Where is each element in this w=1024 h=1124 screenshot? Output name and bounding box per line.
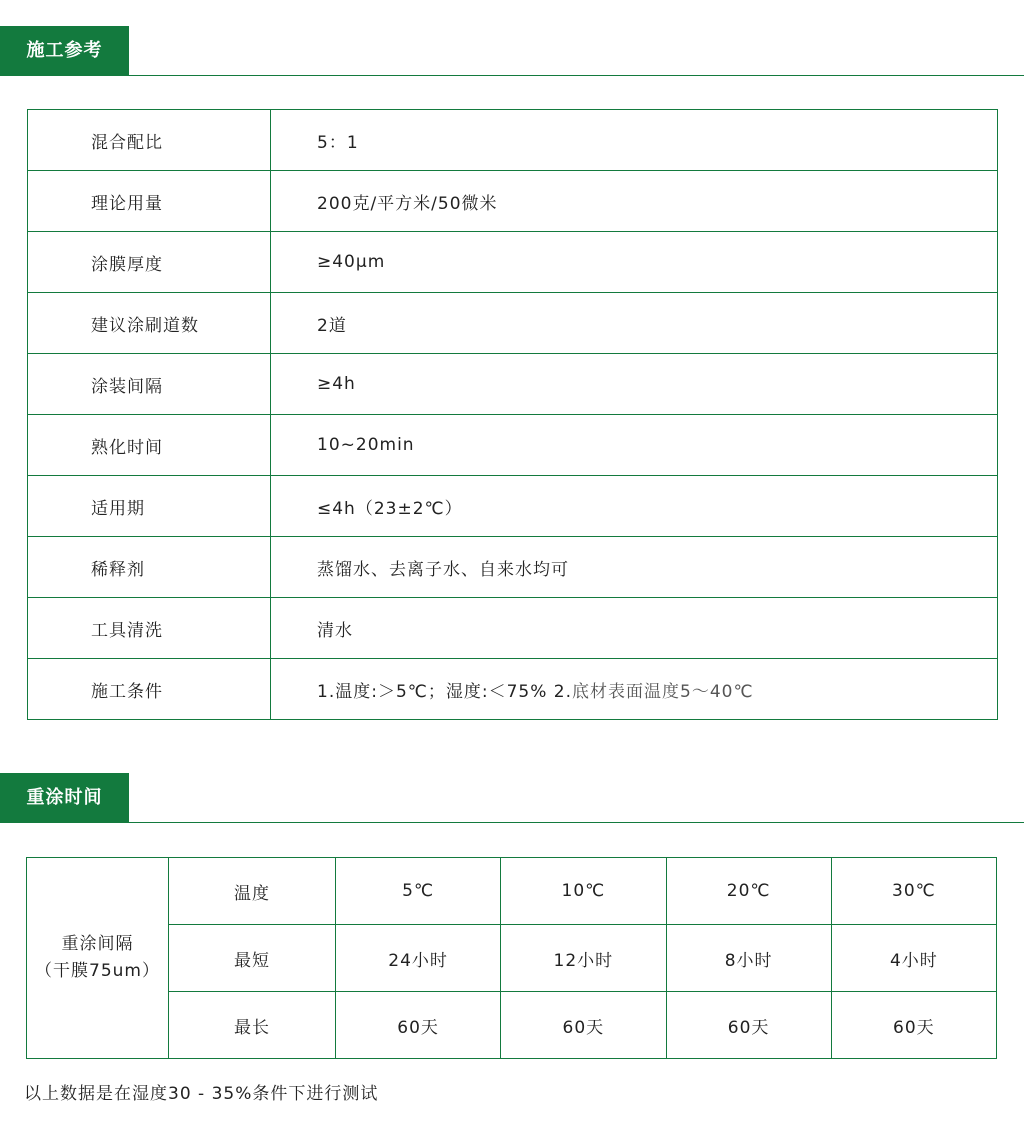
temperature-cell: 5℃ [336,858,501,925]
param-value: 蒸馏水、去离子水、自来水均可 [271,537,998,598]
table-row [28,110,998,171]
param-label: 涂膜厚度 [28,232,271,293]
table-row [28,293,998,354]
max-interval-cell: 60天 [501,992,666,1059]
temperature-cell: 30℃ [831,858,996,925]
table-row [27,925,997,992]
param-value: 清水 [271,598,998,659]
recoat-interval-label: 重涂间隔 [61,934,134,954]
table-row [28,537,998,598]
param-label: 混合配比 [28,110,271,171]
param-value: ≥40μm [271,232,998,293]
param-label: 工具清洗 [28,598,271,659]
param-value: 5：1 [271,110,998,171]
section-header-construction-reference [0,26,1024,76]
param-label: 适用期 [28,476,271,537]
min-interval-cell: 8小时 [666,925,831,992]
param-label: 理论用量 [28,171,271,232]
max-interval-cell: 60天 [336,992,501,1059]
recoat-time-table [26,857,997,1059]
min-interval-cell: 24小时 [336,925,501,992]
param-value: 2道 [271,293,998,354]
table-row [28,476,998,537]
param-value: 10~20min [271,415,998,476]
min-interval-cell: 4小时 [831,925,996,992]
temperature-cell: 20℃ [666,858,831,925]
param-label: 涂装间隔 [28,354,271,415]
row-label: 最短 [169,925,336,992]
table-row [28,232,998,293]
param-value: ≥4h [271,354,998,415]
table-row [28,598,998,659]
table-row [28,659,998,720]
footnote: 以上数据是在湿度30 - 35%条件下进行测试 [24,1084,379,1104]
table-row [27,858,997,925]
max-interval-cell: 60天 [666,992,831,1059]
param-value: 200克/平方米/50微米 [271,171,998,232]
construction-parameters-table [27,109,998,720]
recoat-interval-header [27,858,169,1059]
table-row [28,171,998,232]
condition-text-tail: 底材表面温度5～40℃ [572,681,754,702]
param-value [271,659,998,720]
section-header-recoat-time [0,773,1024,823]
row-label: 温度 [169,858,336,925]
param-value: ≤4h（23±2℃） [271,476,998,537]
param-label: 稀释剂 [28,537,271,598]
param-label: 施工条件 [28,659,271,720]
param-label: 熟化时间 [28,415,271,476]
row-label: 最长 [169,992,336,1059]
section-title: 重涂时间 [0,773,129,822]
temperature-cell: 10℃ [501,858,666,925]
table-row [28,354,998,415]
max-interval-cell: 60天 [831,992,996,1059]
section-title: 施工参考 [0,26,129,75]
dry-film-thickness-label: （干膜75um） [35,961,160,981]
min-interval-cell: 12小时 [501,925,666,992]
table-row [27,992,997,1059]
table-row [28,415,998,476]
condition-text: 1.温度:＞5℃；湿度:＜75% 2. [317,681,572,702]
param-label: 建议涂刷道数 [28,293,271,354]
